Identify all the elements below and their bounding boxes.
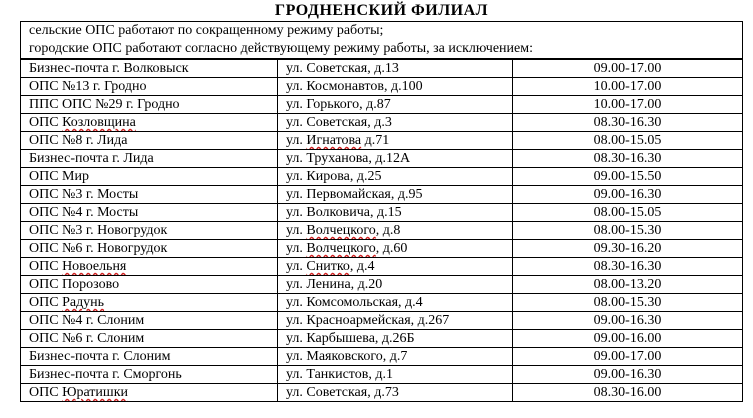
office-name-cell: ОПС №8 г. Лида xyxy=(21,132,278,150)
spellcheck-mark: Радунь xyxy=(62,295,105,310)
office-name-cell: Бизнес-почта г. Сморгонь xyxy=(21,366,278,384)
hours-cell: 08.00-15.30 xyxy=(513,222,743,240)
office-name-cell: ОПС Порозово xyxy=(21,276,278,294)
address-cell: ул. Снитко, д.4 xyxy=(278,258,513,276)
office-name-cell: Бизнес-почта г. Слоним xyxy=(21,348,278,366)
table-row xyxy=(21,348,743,366)
address-cell: ул. Комсомольская, д.4 xyxy=(278,294,513,312)
address-cell: ул. Волчецкого, д.8 xyxy=(278,222,513,240)
office-name-cell: ОПС Козловщина xyxy=(21,114,278,132)
hours-cell: 09.00-16.30 xyxy=(513,366,743,384)
hours-cell: 09.00-17.00 xyxy=(513,348,743,366)
table-row xyxy=(21,258,743,276)
address-cell: ул. Космонавтов, д.100 xyxy=(278,78,513,96)
table-row xyxy=(21,78,743,96)
spellcheck-mark: Игнатова xyxy=(306,133,362,148)
hours-cell: 10.00-17.00 xyxy=(513,78,743,96)
spellcheck-mark: Юратишки xyxy=(62,385,128,400)
document-sheet xyxy=(20,0,743,402)
office-name-cell: Бизнес-почта г. Волковыск xyxy=(21,60,278,78)
table-row xyxy=(21,114,743,132)
address-cell: ул. Волковича, д.15 xyxy=(278,204,513,222)
hours-cell: 09.00-16.30 xyxy=(513,186,743,204)
hours-cell: 08.00-13.20 xyxy=(513,276,743,294)
table-row xyxy=(21,222,743,240)
office-name-cell: ОПС №6 г. Слоним xyxy=(21,330,278,348)
address-cell: ул. Карбышева, д.26Б xyxy=(278,330,513,348)
office-name-cell: ОПС №13 г. Гродно xyxy=(21,78,278,96)
office-name-cell: Бизнес-почта г. Лида xyxy=(21,150,278,168)
address-cell: ул. Маяковского, д.7 xyxy=(278,348,513,366)
note-rural: сельские ОПС работают по сокращенному режиму работы; xyxy=(20,22,743,40)
hours-cell: 09.00-16.30 xyxy=(513,312,743,330)
table-row xyxy=(21,330,743,348)
office-name-cell: ОПС Юратишки xyxy=(21,384,278,402)
spellcheck-mark: Снитко xyxy=(306,259,350,274)
address-cell: ул. Танкистов, д.1 xyxy=(278,366,513,384)
hours-cell: 10.00-17.00 xyxy=(513,96,743,114)
branch-title: ГРОДНЕНСКИЙ ФИЛИАЛ xyxy=(20,0,743,22)
table-row xyxy=(21,132,743,150)
table-row xyxy=(21,96,743,114)
hours-cell: 08.30-16.30 xyxy=(513,150,743,168)
table-row xyxy=(21,60,743,78)
hours-cell: 08.30-16.30 xyxy=(513,114,743,132)
address-cell: ул. Советская, д.3 xyxy=(278,114,513,132)
office-name-cell: ОПС №3 г. Новогрудок xyxy=(21,222,278,240)
table-row xyxy=(21,312,743,330)
address-cell: ул. Первомайская, д.95 xyxy=(278,186,513,204)
table-row xyxy=(21,204,743,222)
table-row xyxy=(21,384,743,402)
spellcheck-mark: Новоельня xyxy=(62,259,127,274)
office-name-cell: ППС ОПС №29 г. Гродно xyxy=(21,96,278,114)
hours-cell: 08.00-15.30 xyxy=(513,294,743,312)
table-row xyxy=(21,168,743,186)
hours-cell: 09.00-17.00 xyxy=(513,60,743,78)
office-name-cell: ОПС Мир xyxy=(21,168,278,186)
address-cell: ул. Горького, д.87 xyxy=(278,96,513,114)
table-row xyxy=(21,294,743,312)
address-cell: ул. Труханова, д.12А xyxy=(278,150,513,168)
hours-cell: 08.30-16.00 xyxy=(513,384,743,402)
spellcheck-mark: Козловщина xyxy=(62,115,136,130)
address-cell: ул. Советская, д.13 xyxy=(278,60,513,78)
address-cell: ул. Красноармейская, д.267 xyxy=(278,312,513,330)
address-cell: ул. Игнатова д.71 xyxy=(278,132,513,150)
address-cell: ул. Волчецкого, д.60 xyxy=(278,240,513,258)
table-row xyxy=(21,186,743,204)
spellcheck-mark: Волчецкого xyxy=(306,241,376,256)
office-name-cell: ОПС Новоельня xyxy=(21,258,278,276)
hours-cell: 08.30-16.30 xyxy=(513,258,743,276)
table-row xyxy=(21,276,743,294)
hours-cell: 09.00-15.50 xyxy=(513,168,743,186)
address-cell: ул. Кирова, д.25 xyxy=(278,168,513,186)
office-name-cell: ОПС Радунь xyxy=(21,294,278,312)
hours-cell: 09.00-16.00 xyxy=(513,330,743,348)
address-cell: ул. Советская, д.73 xyxy=(278,384,513,402)
spellcheck-mark: Волчецкого xyxy=(306,223,376,238)
hours-cell: 08.00-15.05 xyxy=(513,132,743,150)
office-name-cell: ОПС №4 г. Мосты xyxy=(21,204,278,222)
hours-cell: 09.30-16.20 xyxy=(513,240,743,258)
table-row xyxy=(21,150,743,168)
post-office-table xyxy=(20,59,743,402)
table-row xyxy=(21,240,743,258)
note-urban: городские ОПС работают согласно действующему режиму работы, за исключением: xyxy=(20,40,743,59)
office-name-cell: ОПС №6 г. Новогрудок xyxy=(21,240,278,258)
office-name-cell: ОПС №4 г. Слоним xyxy=(21,312,278,330)
office-name-cell: ОПС №3 г. Мосты xyxy=(21,186,278,204)
hours-cell: 08.00-15.05 xyxy=(513,204,743,222)
table-body xyxy=(21,60,743,402)
table-row xyxy=(21,366,743,384)
address-cell: ул. Ленина, д.20 xyxy=(278,276,513,294)
